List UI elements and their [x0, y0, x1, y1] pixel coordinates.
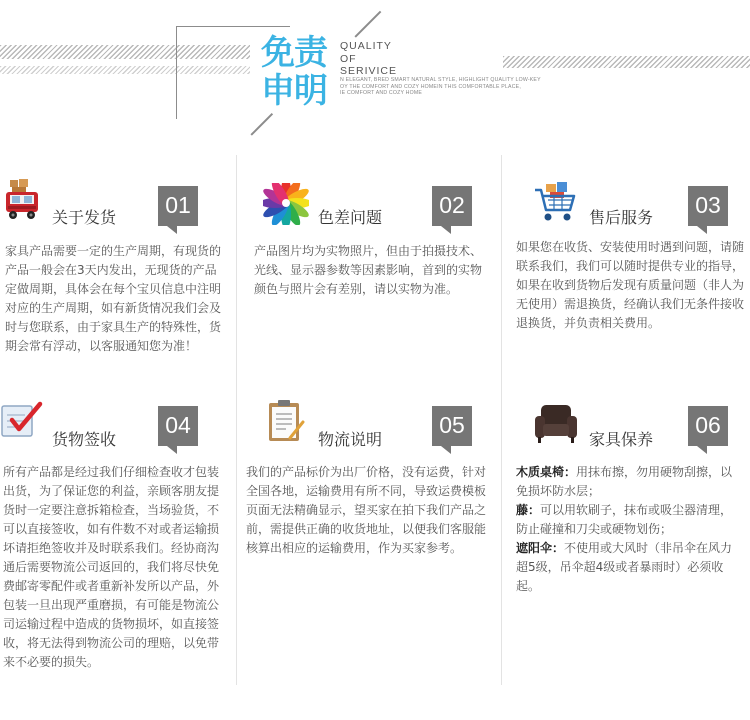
- section-body-care: [516, 463, 744, 596]
- care-text-wood: 用抹布擦，勿用硬物刮擦，以免损坏防水层；: [516, 465, 733, 498]
- section-body-delivery: 家具产品需要一定的生产周期，有现货的产品一般会在3天内发出，无现货的产品定做周期，具体会在每个宝贝信息中注明对应的生产周期，如有新货情况我们会及时与您联系，由于家具生产的特殊性，货期会常有浮动，以客服通知您为准！: [5, 244, 222, 353]
- section-title-receipt: 货物签收: [52, 430, 117, 449]
- small-line-1: N ELEGANT, BRED SMART NATURAL STYLE, HIGHLIGHT QUALITY LOW-KEY: [340, 77, 541, 83]
- header-small-text: [340, 77, 560, 97]
- section-number-03: 03: [688, 186, 728, 226]
- header-slash-top: [354, 11, 381, 38]
- care-item-rattan: [516, 501, 744, 539]
- clipboard-icon: [266, 398, 306, 444]
- section-number-05: 05: [432, 406, 472, 446]
- shopping-cart-icon: [532, 180, 578, 224]
- column-divider-2: [501, 155, 502, 685]
- section-body-logistics: 我们的产品标价为出厂价格，没有运费，针对全国各地，运输费用有所不同，导致运费模板页面无法精确显示，望买家在拍下我们产品之前，需提供正确的收货地址，以便我们客服能核算出相应的运输费用，作为买家参考。: [246, 465, 487, 555]
- small-line-3: IE COMFORT AND COZY HOME: [340, 90, 423, 97]
- page-title: [261, 34, 333, 110]
- section-number-06: 06: [688, 406, 728, 446]
- section-number-02: 02: [432, 186, 472, 226]
- section-title-color: 色差问题: [318, 208, 383, 227]
- check-sign-icon: [0, 400, 44, 440]
- care-text-rattan: 可以用软刷子，抹布或吸尘器清理，防止碰撞和刀尖或硬物划伤；: [516, 503, 733, 536]
- section-number-01: 01: [158, 186, 198, 226]
- section-number-04: 04: [158, 406, 198, 446]
- color-wheel-icon: [263, 183, 309, 225]
- quality-of-service: [340, 40, 397, 78]
- page-title-line1: 免责: [261, 33, 327, 73]
- care-label-wood: 木质桌椅：: [516, 465, 577, 479]
- armchair-icon: [533, 402, 579, 446]
- en-line-1: QUALITY: [340, 40, 392, 52]
- section-title-aftersales: 售后服务: [589, 208, 654, 227]
- section-title-care: 家具保养: [589, 430, 654, 449]
- en-line-3: SERIVICE: [340, 65, 398, 77]
- section-body-receipt: 所有产品都是经过我们仔细检查收才包装出货，为了保证您的利益，亲顾客朋友提货时一定要注意拆箱检查，当场验货，不可以直接签收，如有件数不对或者运输损坏请拒绝签收并及时联系我们。经协商沟通后需要物流公司返回的，我们将尽快免费邮寄零配件或者重新补发所以产品，外包装一旦出现严重磨损，有可能是物流公司运输过程中造成的货物损坏，如直接签收，将无法得到物流公司的理赔，以免带来不必要的损失。: [3, 465, 220, 669]
- care-label-umbrella: 遮阳伞：: [516, 541, 565, 555]
- section-body-color: 产品图片均为实物照片，但由于拍摄技术、光线、显示器参数等因素影响，首到的实物颜色与照片会有差别，请以实物为准。: [254, 244, 483, 296]
- care-label-rattan: 藤：: [516, 503, 541, 517]
- page-title-line2: 申明: [261, 71, 327, 111]
- care-item-umbrella: [516, 539, 744, 596]
- delivery-truck-icon: [2, 178, 42, 222]
- care-text-umbrella: 不使用或大风时（非吊伞在风力超5级，吊伞超4级或者暴雨时）必须收起。: [516, 541, 733, 593]
- section-title-delivery: 关于发货: [52, 208, 117, 227]
- section-title-logistics: 物流说明: [318, 430, 383, 449]
- section-body-aftersales: 如果您在收货、安装使用时遇到问题，请随联系我们，我们可以随时提供专业的指导，如果在收到货物后发现有质量问题（非人为无使用）需退换货，经确认我们无条件接收退换货，并负责相关费用。: [516, 240, 745, 330]
- care-item-wood: [516, 463, 744, 501]
- en-line-2: OF: [340, 52, 357, 65]
- column-divider-1: [236, 155, 237, 685]
- header-stripe-right: [503, 56, 750, 68]
- small-line-2: OY THE COMFORT AND COZY HOMEIN THIS COMFORTABLE PLACE,: [340, 83, 521, 90]
